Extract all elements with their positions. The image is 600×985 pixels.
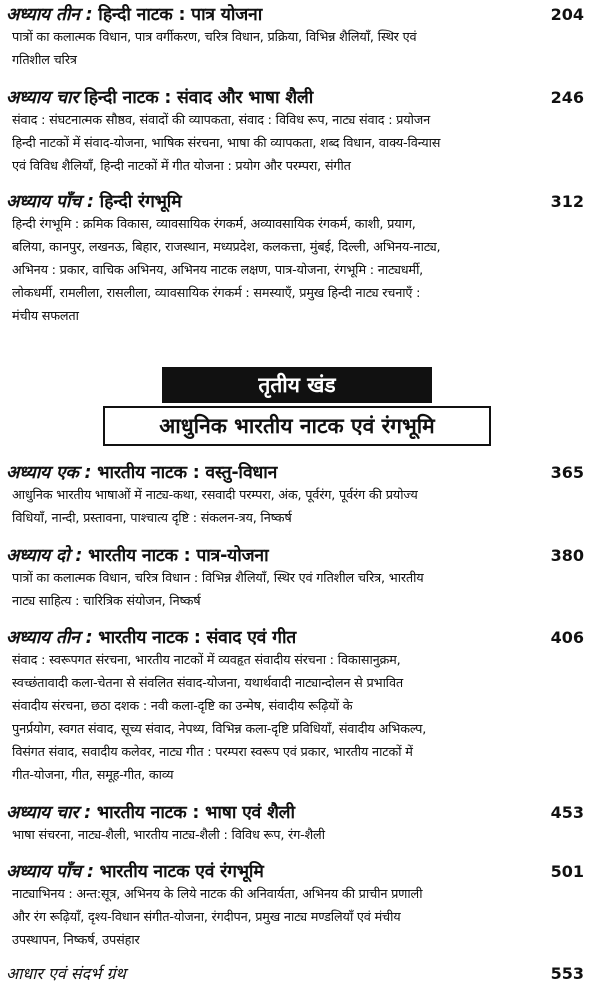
page-number: 312 [550,192,584,211]
toc-entry [6,85,590,178]
page-number: 246 [550,88,584,107]
toc-entry [6,543,590,613]
page-number: 406 [550,628,584,647]
section-title: आधुनिक भारतीय नाटक एवं रंगभूमि [103,406,491,446]
page-number: 204 [550,5,584,24]
section-banner [103,367,491,446]
chapter-heading: अध्याय तीन : हिन्दी नाटक : पात्र योजना [6,5,263,25]
chapter-heading: अध्याय तीन : भारतीय नाटक : संवाद एवं गीत [6,628,297,648]
chapter-description: संवाद : संघटनात्मक सौष्ठव, संवादों की व्यापकता, संवाद : विविध रूप, नाट्य संवाद : प्रयोजन हिन्दी नाटकों में संवाद-योजना, भाषिक संरचना, भाषा की व्यापकता, शब्द विधान, वाक्य-विन्यास एवं विविध शैलियाँ, हिन्दी नाटकों में गीत योजना : प्रयोग और परम्परा, संगीत [12,113,441,174]
chapter-description: आधुनिक भारतीय भाषाओं में नाट्य-कथा, रसवादी परम्परा, अंक, पूर्वरंग, पूर्वरंग की प्रयोज्य विधियाँ, नान्दी, प्रस्तावना, पाश्चात्य दृष्टि : संकलन-त्रय, निष्कर्ष [12,488,418,526]
page-number: 453 [550,803,584,822]
toc-entry [6,189,590,328]
toc-entry [6,859,590,952]
bibliography-title: आधार एवं संदर्भ ग्रंथ [6,964,126,983]
page-number: 380 [550,546,584,565]
chapter-heading: अध्याय चार : भारतीय नाटक : भाषा एवं शैली [6,803,295,823]
chapter-description: हिन्दी रंगभूमि : क्रमिक विकास, व्यावसायिक रंगकर्म, अव्यावसायिक रंगकर्म, काशी, प्रयाग, बलिया, कानपुर, लखनऊ, बिहार, राजस्थान, मध्यप्रदेश, कलकत्ता, मुंबई, दिल्ली, अभिनय-नाट्य, अभिनय : प्रकार, वाचिक अभिनय, अभिनय नाटक लक्षण, पात्र-योजना, रंगभूमि : नाट्यधर्मी, लोकधर्मी, रामलीला, रासलीला, व्यावसायिक रंगकर्म : समस्याएँ, प्रमुख हिन्दी नाट्य रचनाएँ : मंचीय सफलता [12,217,441,324]
chapter-description: पात्रों का कलात्मक विधान, पात्र वर्गीकरण, चरित्र विधान, प्रक्रिया, विभिन्न शैलियाँ, स्थिर एवं गतिशील चरित्र [12,30,417,68]
chapter-description: संवाद : स्वरूपगत संरचना, भारतीय नाटकों में व्यवहृत संवादीय संरचना : विकासानुक्रम, स्वच्छंतावादी कला-चेतना से संवलित संवाद-योजना, यथार्थवादी नाट्यान्दोलन से प्रभावित संवादीय संरचना, छठा दशक : नवी कला-दृष्टि का उन्मेष, संवादीय रूढ़ियों के पुनर्प्रयोग, स्वगत संवाद, सूच्य संवाद, नेपथ्य, विभिन्न कला-दृष्टि प्रविधियाँ, संवादीय अभिकल्प, विसंगत संवाद, सवादीय कलेवर, नाट्य गीत : परम्परा स्वरूप एवं प्रकार, भारतीय नाटकों में गीत-योजना, गीत, समूह-गीत, काव्य [12,653,427,783]
chapter-heading: अध्याय चार हिन्दी नाटक : संवाद और भाषा शैली [6,88,314,108]
section-label: तृतीय खंड [162,367,432,403]
toc-entry [6,800,590,847]
page-number: 365 [550,463,584,482]
chapter-description: नाट्याभिनय : अन्त:सूत्र, अभिनय के लिये नाटक की अनिवार्यता, अभिनय की प्राचीन प्रणाली और रंग रूढ़ियाँ, दृश्य-विधान संगीत-योजना, रंगदीपन, प्रमुख नाट्य मण्डलियाँ एवं मंचीय उपस्थापन, निष्कर्ष, उपसंहार [12,887,423,948]
chapter-description: पात्रों का कलात्मक विधान, चरित्र विधान : विभिन्न शैलियाँ, स्थिर एवं गतिशील चरित्र, भारतीय नाट्य साहित्य : चारित्रिक संयोजन, निष्कर्ष [12,571,424,609]
toc-entry [6,460,590,530]
chapter-description: भाषा संचरना, नाट्य-शैली, भारतीय नाट्य-शैली : विविध रूप, रंग-शैली [12,828,325,843]
chapter-heading: अध्याय पाँच : भारतीय नाटक एवं रंगभूमि [6,862,264,882]
chapter-heading: अध्याय एक : भारतीय नाटक : वस्तु-विधान [6,463,278,483]
page-number: 553 [550,964,584,983]
page-number: 501 [550,862,584,881]
toc-entry [6,2,590,72]
bibliography-entry [6,962,590,984]
chapter-heading: अध्याय दो : भारतीय नाटक : पात्र-योजना [6,546,269,566]
chapter-heading: अध्याय पाँच : हिन्दी रंगभूमि [6,192,182,212]
toc-entry [6,625,590,787]
